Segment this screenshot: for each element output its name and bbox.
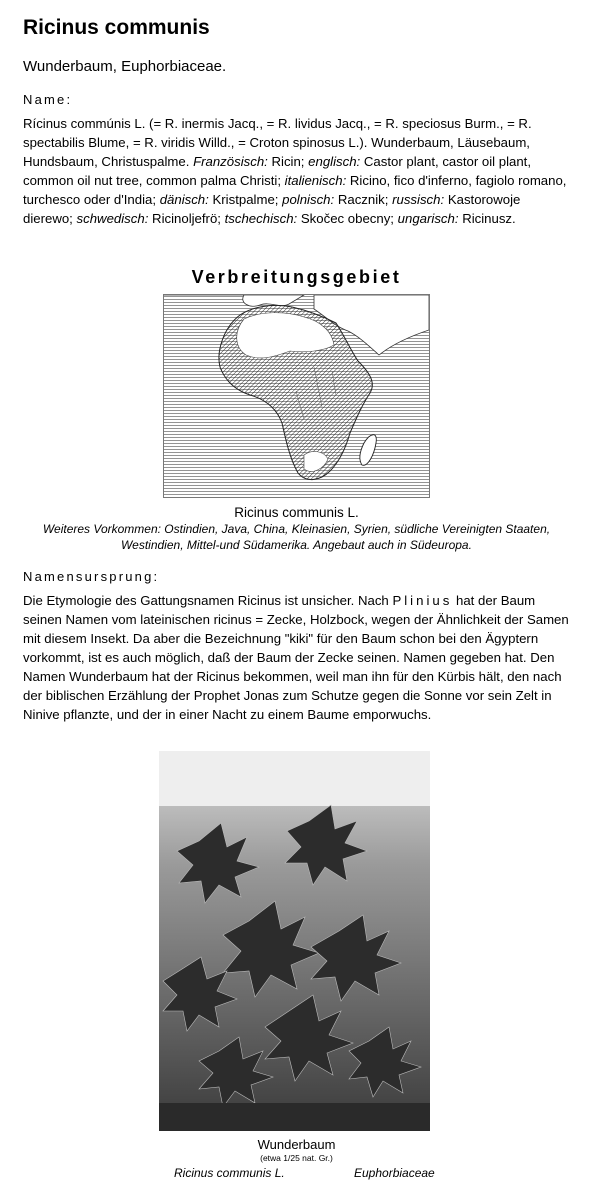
russian-label: russisch: [392, 192, 445, 207]
czech-value: Skočec obecny; [300, 211, 394, 226]
photo-family-name: Euphorbiaceae [354, 1166, 435, 1180]
french-label: Französisch: [193, 154, 268, 169]
hungarian-value: Ricinusz. [462, 211, 516, 226]
origin-text-start: Die Etymologie des Gattungsnamen Ricinus ist unsicher. Nach [23, 593, 389, 608]
french-value: Ricin; [271, 154, 305, 169]
origin-text-rest: hat der Baum seinen Namen vom lateinischen ricinus = Zecke, Holzbock, wegen der Ähnlichkeit der Samen mit diesem Insekt. Da aber die Bezeichnung "kiki" für den Baum schon bei den Ägyptern vorkommt, ist es auch möglich, daß der Baum der Zecke seinen. Namen gegeben hat. Den Namen Wunderbaum hat der Ricinus bekommen, weil man ihn für den Kürbis hält, den nach der biblischen Erzählung der Prophet Jonas zum Schutze gegen die Sonne vor sein Zelt in Ninive pflanzte, und der in einer Nacht zu einem Baume emporwuchs. [23, 593, 569, 722]
swedish-label: schwedisch: [76, 211, 149, 226]
map-note: Weiteres Vorkommen: Ostindien, Java, China, Kleinasien, Syrien, südliche Vereinigten Staaten, Westindien, Mittel-und Südamerika. Angebaut auch in Südeuropa. [42, 522, 551, 552]
russian-value: Kastorowoje dierewo; [23, 192, 521, 226]
hungarian-label: ungarisch: [397, 211, 459, 226]
polish-label: polnisch: [282, 192, 335, 207]
wunderbaum-photo [159, 751, 430, 1131]
photo-species-name: Ricinus communis L. [174, 1166, 285, 1180]
italian-label: italienisch: [284, 173, 347, 188]
czech-label: tschechisch: [224, 211, 298, 226]
photo-scale-note: (etwa 1/25 nat. Gr.) [260, 1153, 333, 1163]
distribution-heading: Verbreitungsgebiet [191, 267, 402, 287]
swedish-value: Ricinoljefrö; [152, 211, 221, 226]
origin-paragraph [23, 591, 571, 724]
page-subtitle: Wunderbaum, Euphorbiaceae. [23, 58, 227, 75]
page-title: Ricinus communis [23, 16, 210, 39]
polish-value: Racznik; [337, 192, 389, 207]
danish-value: Kristpalme; [212, 192, 279, 207]
origin-section-label: Namensursprung: [23, 569, 160, 584]
synonyms-text: Rícinus commúnis L. (= R. inermis Jacq., = R. lividus Jacq., = R. speciosus Burm., = R. spectabilis Blume, = R. viridis Willd., = Croton spinosus L.). Wunderbaum, Läusebaum, Hundsbaum, Christuspalme. [23, 116, 532, 169]
danish-label: dänisch: [159, 192, 209, 207]
italian-value: Ricino, fico d'inferno, fagiolo romano, turchesco oder d'India; [23, 173, 567, 207]
map-caption: Ricinus communis L. [234, 505, 359, 520]
plinius-name: Plinius [392, 593, 453, 608]
photo-caption: Wunderbaum [257, 1137, 336, 1152]
english-value: Castor plant, castor oil plant, common oil nut tree, common palma Christi; [23, 154, 532, 188]
name-paragraph [23, 114, 571, 228]
distribution-map [163, 294, 430, 498]
english-label: englisch: [308, 154, 361, 169]
name-section-label: Name: [23, 92, 73, 107]
